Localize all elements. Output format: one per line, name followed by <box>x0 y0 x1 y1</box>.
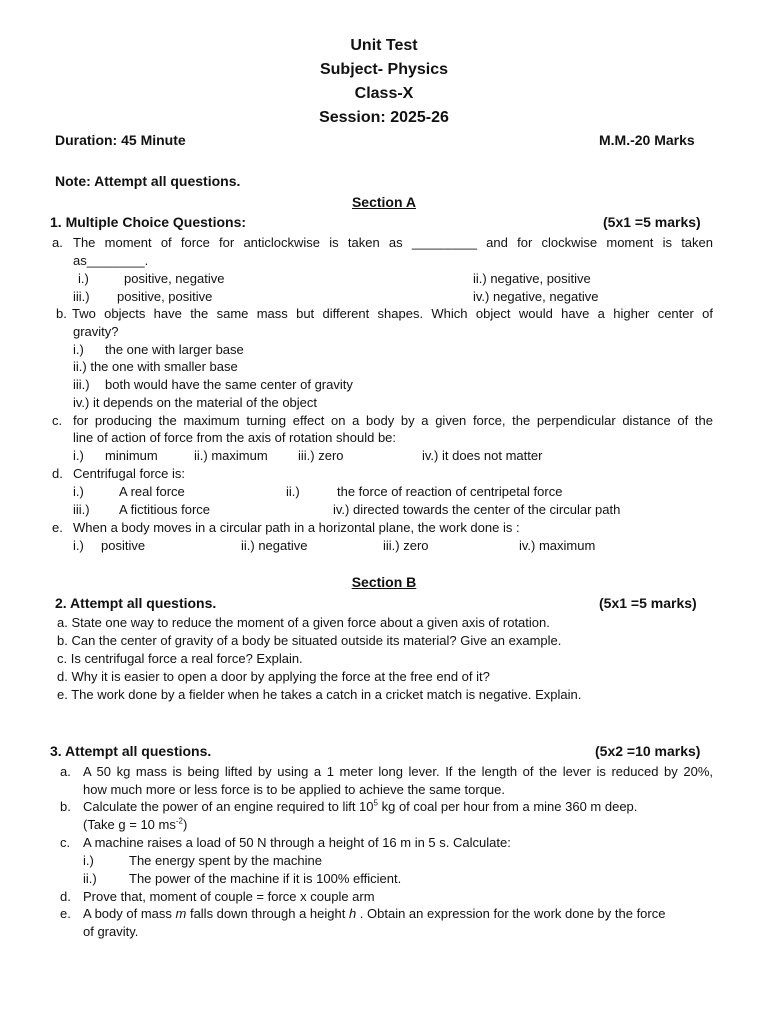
q1d-option-number: i.) <box>73 484 84 499</box>
section-b-title: Section B <box>351 574 417 590</box>
q3b-number: b. <box>60 799 71 814</box>
q3e-text-line2: of gravity. <box>83 924 139 939</box>
q1a-option-number: iii.) <box>73 289 90 304</box>
q1a-option-number: i.) <box>78 271 89 286</box>
q2-heading: 2. Attempt all questions. <box>55 595 217 611</box>
q1e-text-line1: When a body moves in a circular path in a horizontal plane, the work done is : <box>73 520 520 535</box>
q1e-option-iv: iv.) maximum <box>519 538 596 553</box>
q1a-option-i: positive, negative <box>124 271 225 286</box>
q1a-text-line1: The moment of force for anticlockwise is taken as _________ and for clockwise moment is taken <box>73 235 713 250</box>
q2-marks: (5x1 =5 marks) <box>599 595 697 611</box>
q1c-text-line2: line of action of force from the axis of rotation should be: <box>73 430 397 445</box>
q1d-option-ii: the force of reaction of centripetal force <box>337 484 563 499</box>
exam-class: Class-X <box>354 85 414 102</box>
q1a-option-ii: ii.) negative, positive <box>473 271 591 286</box>
q1d-option-iii: A fictitious force <box>119 502 211 517</box>
exam-title: Unit Test <box>350 37 418 54</box>
q1d-option-number: ii.) <box>286 484 300 499</box>
exam-note: Note: Attempt all questions. <box>55 173 241 189</box>
q2-item-b: b. Can the center of gravity of a body be situated outside its material? Give an example. <box>57 633 562 648</box>
q1a-option-iv: iv.) negative, negative <box>473 289 599 304</box>
q1-heading: 1. Multiple Choice Questions: <box>50 214 247 230</box>
exam-subject: Subject- Physics <box>319 61 449 78</box>
q2-item-e: e. The work done by a fielder when he takes a catch in a cricket match is negative. Explain. <box>57 687 582 702</box>
q3a-number: a. <box>60 764 71 779</box>
q1-marks: (5x1 =5 marks) <box>603 214 701 230</box>
q1a-option-iii: positive, positive <box>117 289 213 304</box>
q1b-number: b. <box>56 306 67 321</box>
q3-marks: (5x2 =10 marks) <box>595 743 701 759</box>
q3a-text-line1: A 50 kg mass is being lifted by using a 1 meter long lever. If the length of the lever is reduced by 20%, <box>83 764 713 779</box>
q1e-number: e. <box>52 520 63 535</box>
q1d-number: d. <box>52 466 63 481</box>
q1b-option-number: i.) <box>73 342 84 357</box>
q3c-number: c. <box>60 835 71 850</box>
q2-item-d: d. Why it is easier to open a door by applying the force at the free end of it? <box>57 669 490 684</box>
q1e-option-number: i.) <box>73 538 84 553</box>
q3c-option-number: ii.) <box>83 871 97 886</box>
q1c-option-iii: iii.) zero <box>298 448 344 463</box>
q1c-option-iv: iv.) it does not matter <box>422 448 543 463</box>
q1a-number: a. <box>52 235 63 250</box>
q1c-option-i: minimum <box>105 448 158 463</box>
q1b-option-iii: both would have the same center of gravity <box>105 377 353 392</box>
q1e-option-ii: ii.) negative <box>241 538 308 553</box>
q1b-text-line1: Two objects have the same mass but different shapes. Which object would have a higher center of <box>72 306 713 321</box>
q1b-text-line2: gravity? <box>73 324 119 339</box>
q1c-option-ii: ii.) maximum <box>194 448 268 463</box>
q1e-option-iii: iii.) zero <box>383 538 429 553</box>
q3d-number: d. <box>60 889 71 904</box>
q3b-text-line2: (Take g = 10 $ms^{-2}$) <box>83 816 188 832</box>
q2-item-a: a. State one way to reduce the moment of a given force about a given axis of rotation. <box>57 615 550 630</box>
q1d-option-number: iii.) <box>73 502 90 517</box>
exam-duration: Duration: 45 Minute <box>55 132 186 148</box>
q3c-option-ii: The power of the machine if it is 100% efficient. <box>129 871 402 886</box>
q1c-text-line1: for producing the maximum turning effect on a body by a given force, the perpendicular distance of the <box>73 413 713 428</box>
q1d-option-iv: iv.) directed towards the center of the circular path <box>333 502 621 517</box>
q1d-text-line1: Centrifugal force is: <box>73 466 185 481</box>
q3-heading: 3. Attempt all questions. <box>50 743 212 759</box>
q1b-option-i: the one with larger base <box>105 342 244 357</box>
q1b-option-iv: iv.) it depends on the material of the object <box>73 395 318 410</box>
q3c-text-line1: A machine raises a load of 50 N through a height of 16 m in 5 s. Calculate: <box>83 835 511 850</box>
q3e-text-line1: A body of mass m falls down through a height h . Obtain an expression for the work done by the force <box>83 906 666 921</box>
q3a-text-line2: how much more or less force is to be applied to achieve the same torque. <box>83 782 505 797</box>
q1b-option-number: iii.) <box>73 377 90 392</box>
q1a-text-line2: as________. <box>73 253 149 268</box>
q3c-option-number: i.) <box>83 853 94 868</box>
q1d-option-i: A real force <box>119 484 185 499</box>
q1c-number: c. <box>52 413 63 428</box>
q3d-text-line1: Prove that, moment of couple = force x couple arm <box>83 889 375 904</box>
q1e-option-i: positive <box>101 538 146 553</box>
q3e-number: e. <box>60 906 71 921</box>
exam-session: Session: 2025-26 <box>319 109 449 126</box>
q3c-option-i: The energy spent by the machine <box>129 853 322 868</box>
exam-max-marks: M.M.-20 Marks <box>599 132 695 148</box>
q3b-text-line1: Calculate the power of an engine required to lift $10^5$ kg of coal per hour from a mine 360 m deep. <box>83 798 638 814</box>
q1c-option-number: i.) <box>73 448 84 463</box>
q1b-option-ii: ii.) the one with smaller base <box>73 359 238 374</box>
section-a-title: Section A <box>351 194 417 210</box>
q2-item-c: c. Is centrifugal force a real force? Explain. <box>57 651 303 666</box>
